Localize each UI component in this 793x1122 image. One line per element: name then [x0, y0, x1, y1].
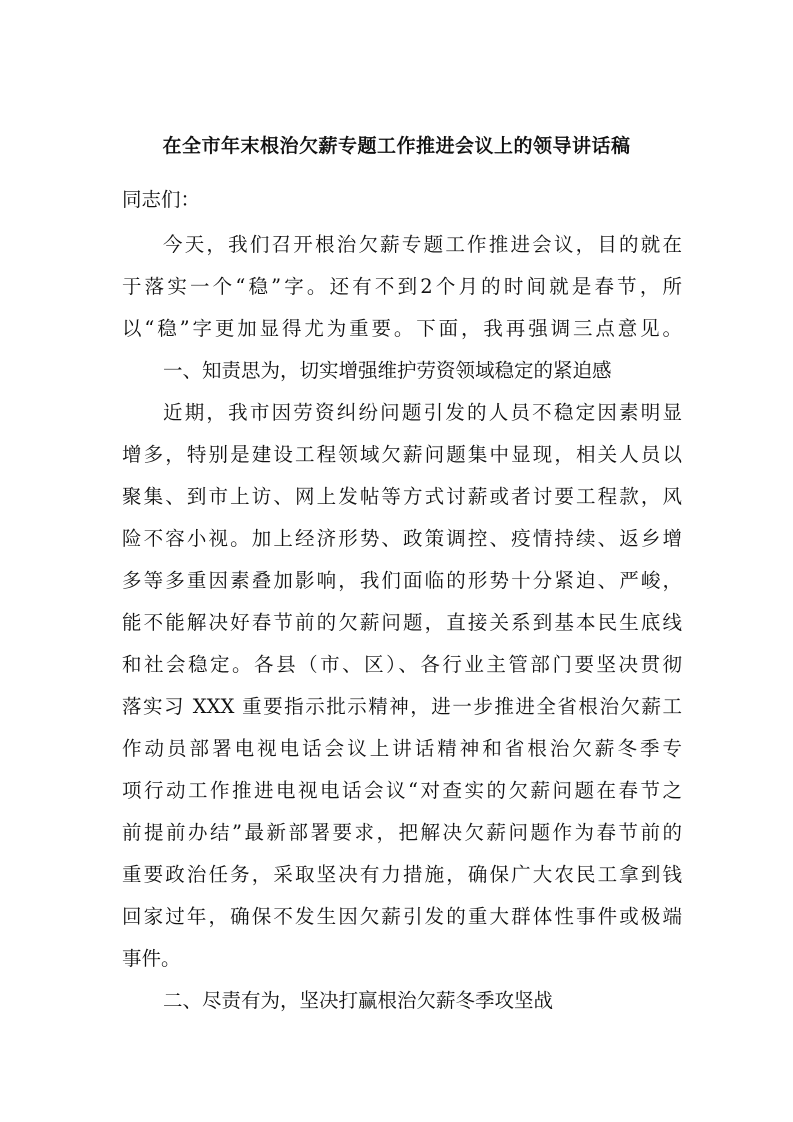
paragraph-line: 增多，特别是建设工程领域欠薪问题集中显现，相关人员以: [122, 443, 682, 466]
paragraph-line: 多等多重因素叠加影响，我们面临的形势十分紧迫、严峻，: [122, 569, 682, 592]
paragraph-line: 于落实一个“稳”字。还有不到2个月的时间就是春节，所: [122, 275, 682, 298]
paragraph-line: 能不能解决好春节前的欠薪问题，直接关系到基本民生底线: [122, 611, 682, 634]
section-heading: 二、尽责有为，坚决打赢根治欠薪冬季攻坚战: [163, 989, 554, 1012]
paragraph-line: 聚集、到市上访、网上发帖等方式讨薪或者讨要工程款，风: [122, 485, 682, 508]
paragraph-line: 险不容小视。加上经济形势、政策调控、疫情持续、返乡增: [122, 527, 682, 550]
document-title: 在全市年末根治欠薪专题工作推进会议上的领导讲话稿: [162, 135, 631, 157]
section-heading: 一、知责思为，切实增强维护劳资领域稳定的紧迫感: [163, 359, 612, 382]
paragraph-line: 前提前办结”最新部署要求，把解决欠薪问题作为春节前的: [122, 821, 682, 844]
paragraph-line: 事件。: [122, 947, 181, 970]
paragraph-line: 重要政治任务，采取坚决有力措施，确保广大农民工拿到钱: [122, 863, 682, 886]
paragraph-line: 作动员部署电视电话会议上讲话精神和省根治欠薪冬季专: [122, 737, 682, 760]
paragraph-line: 项行动工作推进电视电话会议“对查实的欠薪问题在春节之: [122, 779, 682, 802]
paragraph-line: 今天，我们召开根治欠薪专题工作推进会议，目的就在: [163, 233, 682, 256]
paragraph-line: 近期，我市因劳资纠纷问题引发的人员不稳定因素明显: [163, 401, 682, 424]
paragraph-line: 和社会稳定。各县（市、区）、各行业主管部门要坚决贯彻: [122, 653, 682, 676]
paragraph-line: 落实习 XXX 重要指示批示精神，进一步推进全省根治欠薪工: [122, 695, 682, 718]
paragraph-line: 回家过年，确保不发生因欠薪引发的重大群体性事件或极端: [122, 905, 682, 928]
paragraph-line: 以“稳”字更加显得尤为重要。下面，我再强调三点意见。: [122, 317, 682, 340]
salutation: 同志们：: [122, 188, 201, 211]
